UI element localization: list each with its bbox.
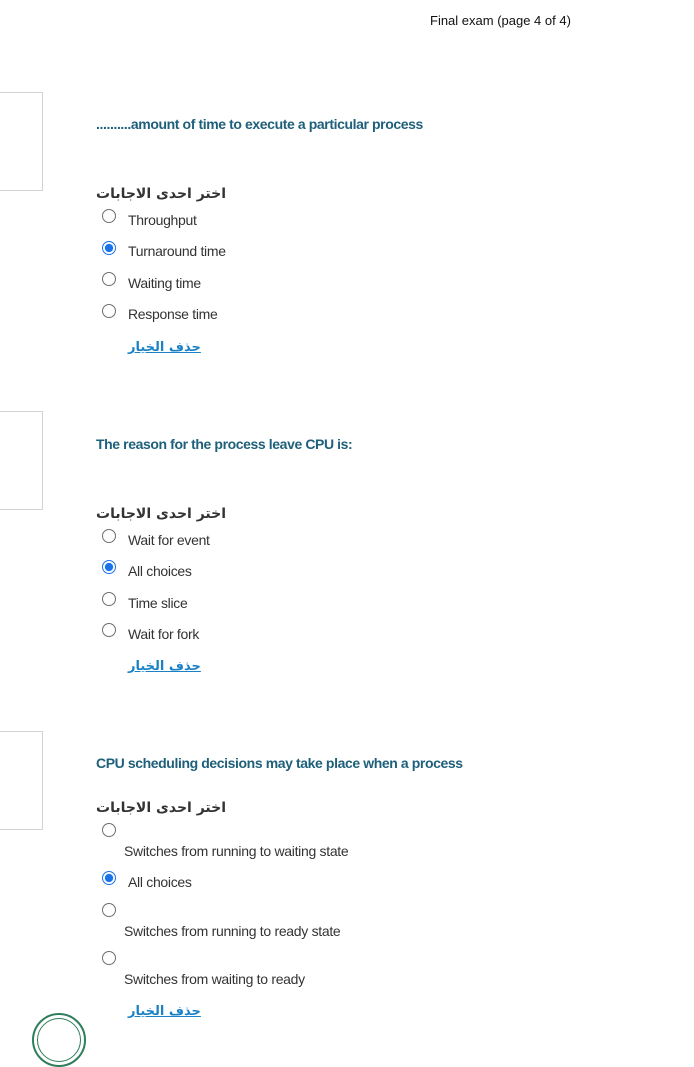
option-label[interactable]: Wait for event [128,532,210,548]
option-label[interactable]: Throughput [128,212,197,228]
page-title: Final exam (page 4 of 4) [430,13,571,28]
answer-prompt: اختر احدى الاجابات [96,800,227,816]
radio-button[interactable] [102,272,116,286]
radio-button-selected[interactable] [102,871,116,885]
radio-button[interactable] [102,209,116,223]
option-label[interactable]: Waiting time [128,275,201,291]
option-label[interactable]: Time slice [128,595,188,611]
question-text: The reason for the process leave CPU is: [96,436,353,452]
question-text: CPU scheduling decisions may take place when a process [96,755,463,771]
option-label[interactable]: Switches from waiting to ready [124,971,305,987]
radio-button[interactable] [102,903,116,917]
radio-button[interactable] [102,623,116,637]
radio-button[interactable] [102,592,116,606]
question-info-box [0,92,43,191]
question-info-box [0,411,43,510]
option-label[interactable]: Switches from running to ready state [124,923,341,939]
radio-button[interactable] [102,529,116,543]
option-label[interactable]: All choices [128,874,192,890]
option-label[interactable]: Switches from running to waiting state [124,843,349,859]
option-label[interactable]: Response time [128,306,218,322]
question-info-box [0,731,43,830]
answer-prompt: اختر احدى الاجابات [96,186,227,202]
clear-choice-link[interactable]: حذف الخيار [128,340,201,355]
university-logo [32,1013,86,1067]
radio-button-selected[interactable] [102,560,116,574]
question-text: ..........amount of time to execute a particular process [96,116,423,132]
clear-choice-link[interactable]: حذف الخيار [128,1004,201,1019]
option-label[interactable]: Wait for fork [128,626,200,642]
clear-choice-link[interactable]: حذف الخيار [128,659,201,674]
radio-button-selected[interactable] [102,241,116,255]
radio-button[interactable] [102,304,116,318]
option-label[interactable]: Turnaround time [128,243,226,259]
answer-prompt: اختر احدى الاجابات [96,506,227,522]
radio-button[interactable] [102,823,116,837]
option-label[interactable]: All choices [128,563,192,579]
radio-button[interactable] [102,951,116,965]
